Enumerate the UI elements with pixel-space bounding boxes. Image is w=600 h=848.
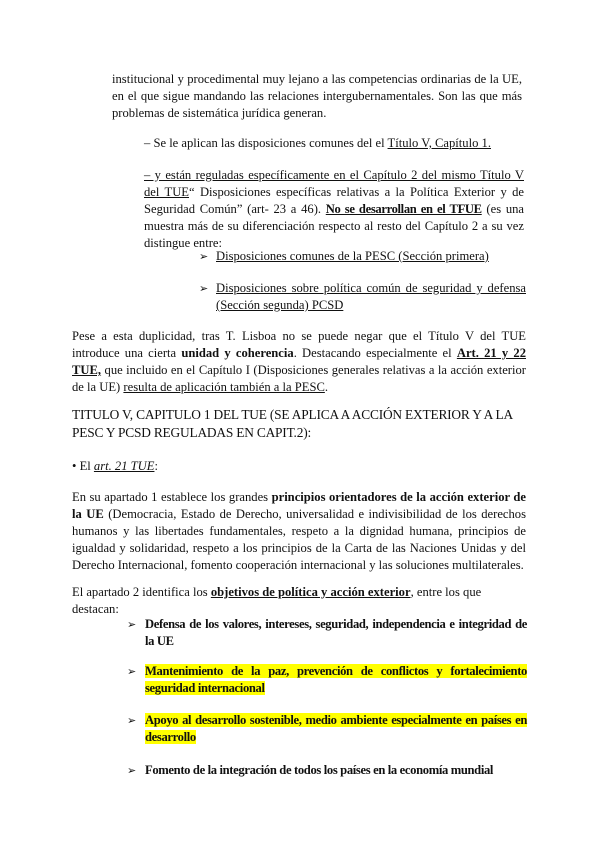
duplicidad-text-3: que incluido en el Capítulo I (Disposiciones generales relativas a la acción exterior de la UE)	[72, 363, 526, 394]
objective-paz-text: Mantenimiento de la paz, prevención de conflictos y fortalecimiento seguridad internacional	[145, 664, 527, 695]
duplicidad-end: .	[324, 380, 329, 394]
paragraph-reguladas	[144, 167, 524, 252]
sub-item-pesc-comunes: Disposiciones comunes de la PESC (Sección primera)	[216, 249, 489, 263]
arrow-icon: ➢	[127, 665, 137, 678]
reguladas-quote: “ Disposiciones específicas relativas a la Política Exterior y de Seguridad Común” (art- 23 a 46).	[144, 185, 524, 216]
aplican-text: – Se le aplican las disposiciones comunes del el	[144, 136, 388, 150]
arrow-icon: ➢	[127, 618, 137, 631]
no-desarrollan-tfue: No se desarrollan en el TFUE	[325, 202, 482, 216]
apartado-2-text: El apartado 2 identifica los	[72, 585, 211, 599]
bullet-dot: •	[72, 459, 77, 473]
aplicacion-pesc: resulta de aplicación también a la PESC	[123, 380, 325, 394]
paragraph-intro: institucional y procedimental muy lejano a las competencias ordinarias de la UE, en el que sigue mandando las relaciones intergubernamentales. Son las que más problemas de sistemática jurídica generan.	[112, 72, 522, 120]
objective-paz	[145, 663, 527, 697]
paragraph-aplican	[144, 135, 524, 152]
paragraph-apartado-2	[72, 584, 526, 618]
art-21-tue-ref: art. 21 TUE	[93, 459, 155, 473]
section-heading: TITULO V, CAPITULO 1 DEL TUE (SE APLICA A ACCIÓN EXTERIOR Y A LA PESC Y PCSD REGULADAS EN CAPIT.2):	[72, 407, 513, 440]
apartado-1-text: En su apartado 1 establece los grandes	[72, 490, 272, 504]
objective-defensa: Defensa de los valores, intereses, seguridad, independencia e integridad de la UE	[145, 617, 527, 648]
bullet-text: El	[76, 459, 94, 473]
apartado-2-rest: , entre los que destacan:	[72, 585, 482, 616]
principios-orientadores: principios orientadores de la acción exterior de la UE	[72, 490, 526, 521]
sub-item-pcsd: Disposiciones sobre política común de seguridad y defensa (Sección segunda) PCSD	[216, 281, 526, 312]
paragraph-duplicidad	[72, 328, 526, 396]
objective-desarrollo	[145, 712, 527, 746]
reguladas-text: – y están reguladas específicamente en el Capítulo 2 del mismo Título V del TUE	[144, 168, 524, 199]
titulo-v-capitulo-1-ref: Título V, Capítulo 1.	[387, 136, 491, 150]
unidad-coherencia: unidad y coherencia	[181, 346, 294, 360]
objective-desarrollo-text: Apoyo al desarrollo sostenible, medio ambiente especialmente en países en desarrollo	[145, 713, 527, 744]
arrow-icon: ➢	[199, 282, 209, 295]
paragraph-apartado-1	[72, 489, 526, 574]
arrow-icon: ➢	[127, 714, 137, 727]
objective-integracion: Fomento de la integración de todos los países en la economía mundial	[145, 763, 494, 777]
bullet-colon: :	[154, 459, 158, 473]
duplicidad-text-2: . Destacando especialmente el	[293, 346, 457, 360]
arrow-icon: ➢	[127, 764, 137, 777]
art-21-22-tue: Art. 21 y 22 TUE,	[72, 346, 526, 377]
arrow-icon: ➢	[199, 250, 209, 263]
apartado-1-rest: (Democracia, Estado de Derecho, universalidad e indivisibilidad de los derechos humanos y las libertades fundamentales, respeto a la dignidad humana, principios de igualdad y solidaridad, respeto a los principios de la Carta de las Naciones Unidas y del Derecho Internacional, fomento cooperación internacional y las soluciones multilaterales.	[72, 507, 526, 572]
objetivos-politica: objetivos de política y acción exterior	[210, 585, 411, 599]
reguladas-rest: (es una muestra más de su diferenciación respecto al resto del Capítulo 2 a su vez distingue entre:	[144, 202, 525, 250]
duplicidad-text: Pese a esta duplicidad, tras T. Lisboa no se puede negar que el Título V del TUE introduce una cierta	[72, 329, 526, 360]
bullet-art-21	[72, 458, 372, 475]
